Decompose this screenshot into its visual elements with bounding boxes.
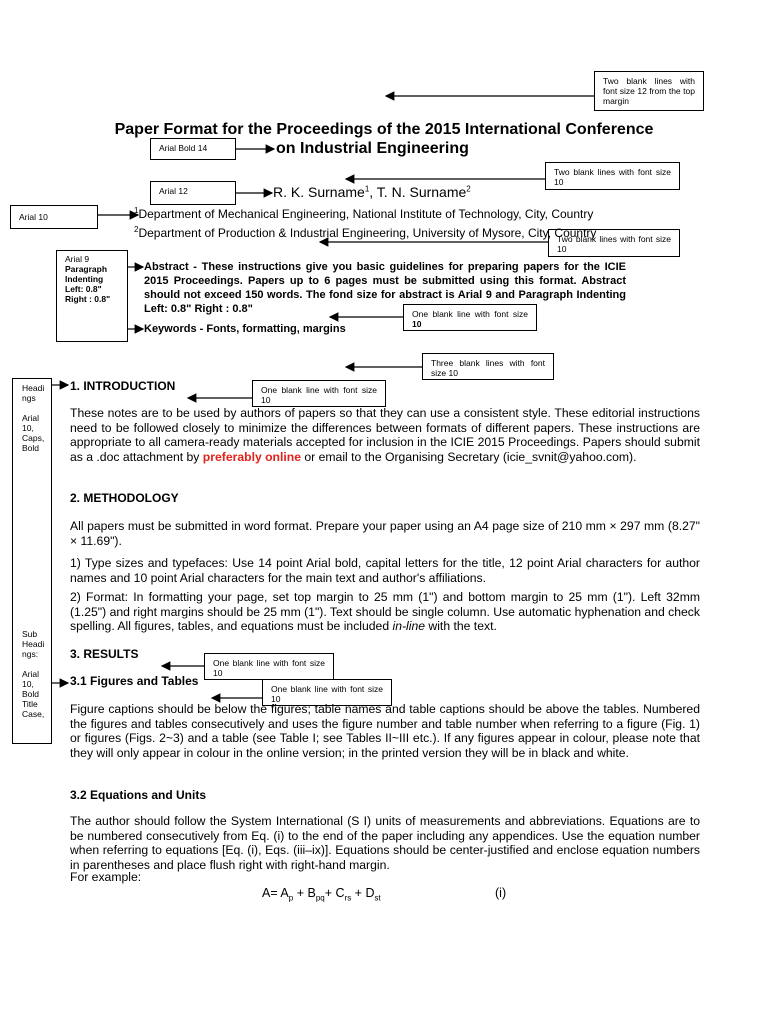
author-2: , T. N. Surname — [369, 184, 467, 200]
authors — [273, 184, 471, 200]
affiliation-sup: 1 — [134, 206, 139, 215]
note-subheadings-side — [22, 629, 44, 719]
equation — [262, 886, 381, 903]
intro-text-end: or email to the Organising Secretary (icie_svnit@yahoo.com). — [301, 449, 637, 464]
eq-sub: st — [374, 893, 381, 903]
note-after-intro: One blank line with font size 10 — [252, 380, 386, 407]
side-line: ngs: — [22, 649, 39, 659]
equations-paragraph: The author should follow the System International (S I) units of measurements and abbreviations. Equations are to be numbered consecutively from Eq. (i) to the end of the paper including any appendices. Use the equation number when referring to equations [Eq. (i), Eqs. (iii–ix)]. Equations should be center-justified and enclose equation numbers in parentheses and place flush right with right-hand margin. — [70, 814, 700, 872]
note-after-results: One blank line with font size 10 — [204, 653, 334, 680]
affiliations — [134, 203, 596, 241]
affiliation-text: Department of Mechanical Engineering, National Institute of Technology, City, Country — [138, 207, 594, 221]
abstract — [144, 260, 626, 316]
side-line: Bold — [22, 443, 40, 453]
affiliation-2 — [134, 222, 596, 241]
note-abstract-format — [56, 250, 128, 342]
note-arial-9: Arial 9 — [65, 254, 90, 264]
author-1: R. K. Surname — [273, 184, 365, 200]
side-line: ngs — [22, 393, 36, 403]
author-1-sup: 1 — [364, 184, 370, 194]
note-right: Right : 0.8" — [65, 294, 111, 304]
author-2-sup: 2 — [466, 184, 471, 194]
side-line: Headi — [22, 383, 45, 393]
note-side-bar — [12, 378, 52, 744]
note-top-margin: Two blank lines with font size 12 from the top margin — [594, 71, 704, 111]
eq-part: + D — [351, 886, 375, 900]
note-three-blank: Three blank lines with font size 10 — [422, 353, 554, 380]
heading-results: 3. RESULTS — [70, 647, 139, 661]
method-p3-italic: in-line — [392, 619, 426, 634]
note-after-affil: Two blank lines with font size 10 — [548, 229, 680, 257]
equation-number: (i) — [495, 886, 507, 900]
note-after-figs: One blank line with font size 10 — [262, 679, 392, 706]
side-line: Title — [22, 699, 38, 709]
method-paragraph-1: All papers must be submitted in word format. Prepare your paper using an A4 page size of 210 mm × 297 mm (8.27" × 11.69"). — [70, 519, 700, 548]
side-line: Caps, — [22, 433, 45, 443]
abstract-text: These instructions give you basic guidelines for preparing papers for the ICIE 2015 Proceedings. Papers up to 6 pages must be submitted using this format. Abstract should not exceed 150 words. The fond size for abstract is Arial 9 and Paragraph Indenting Left: 0.8" Right : 0.8" — [144, 261, 626, 315]
side-line: 10, — [22, 679, 34, 689]
intro-highlight: preferably online — [202, 449, 301, 464]
affiliation-sup: 2 — [134, 225, 139, 234]
eq-sub: pq — [315, 893, 325, 903]
note-after-abstract-size: 10 — [412, 319, 422, 329]
heading-equations: 3.2 Equations and Units — [70, 788, 207, 802]
affiliation-text: Department of Production & Industrial Engineering, University of Mysore, City, Country — [138, 226, 597, 240]
paper-title-line2: on Industrial Engineering — [276, 140, 469, 157]
side-line: Case, — [22, 709, 45, 719]
eq-part: + C — [324, 886, 345, 900]
note-indenting: Indenting — [65, 274, 104, 284]
method-paragraph-3 — [70, 590, 700, 634]
note-arial-12: Arial 12 — [150, 181, 236, 205]
side-line: 10, — [22, 423, 34, 433]
side-line: Arial — [22, 413, 40, 423]
eq-part: + B — [293, 886, 316, 900]
keywords: Keywords - Fonts, formatting, margins — [144, 323, 346, 335]
side-gap — [22, 659, 44, 669]
eq-part: A= A — [262, 886, 289, 900]
side-line: Arial — [22, 669, 40, 679]
abstract-label: Abstract - — [144, 261, 202, 273]
note-arial-10: Arial 10 — [10, 205, 98, 229]
heading-introduction: 1. INTRODUCTION — [70, 379, 176, 393]
paper-title-line1: Paper Format for the Proceedings of the 2015 International Conference — [114, 121, 654, 138]
eq-sub: rs — [344, 893, 352, 903]
intro-paragraph — [70, 406, 700, 464]
note-after-abstract-text: One blank line with font size — [412, 309, 528, 319]
heading-figures-tables: 3.1 Figures and Tables — [70, 674, 199, 688]
note-paragraph: Paragraph — [65, 264, 108, 274]
method-p3-text: 2) Format: In formatting your page, set top margin to 25 mm (1") and bottom margin to 25 mm (1"). Left 32mm (1.25") and right margins should be 25 mm (1"). Text should be single column. Use automatic hyphenation and check spelling. All figures, tables, and equations must be included — [70, 590, 700, 634]
figures-paragraph: Figure captions should be below the figures; table names and table captions should be above the tables. Numbered the figures and tables consecutively and uses the figure number and table number when referring to a figure (Fig. 1) or figures (Figs. 2~3) and a table (see Table I; see Tables II~III etc.). If any figures appear in colour, please note that they will only appear in colour in the online version; in the printed version they will be in black and white. — [70, 702, 700, 760]
eq-sub: p — [288, 893, 294, 903]
side-gap — [22, 403, 48, 413]
note-headings-side — [22, 383, 48, 453]
intro-text: These notes are to be used by authors of papers so that they can use a consistent style. These editorial instructions need to be followed closely to minimize the differences between formats of different papers. These instructions are appropriate to all camera-ready materials accepted for inclusion in the ICIE 2015 Proceedings. Papers should submit as a .doc attachment by — [70, 406, 700, 464]
note-arial-bold-14: Arial Bold 14 — [150, 138, 236, 160]
side-line: Sub — [22, 629, 38, 639]
method-p3-end: with the text. — [425, 619, 497, 634]
note-left: Left: 0.8" — [65, 284, 102, 294]
note-after-title: Two blank lines with font size 10 — [545, 162, 680, 190]
affiliation-1 — [134, 203, 596, 222]
side-line: Headi — [22, 639, 45, 649]
for-example: For example: — [70, 870, 142, 884]
method-paragraph-2: 1) Type sizes and typefaces: Use 14 point Arial bold, capital letters for the title, 12 point Arial characters for author names and 10 point Arial characters for the main text and author's affiliations. — [70, 556, 700, 585]
heading-methodology: 2. METHODOLOGY — [70, 491, 179, 505]
side-line: Bold — [22, 689, 40, 699]
